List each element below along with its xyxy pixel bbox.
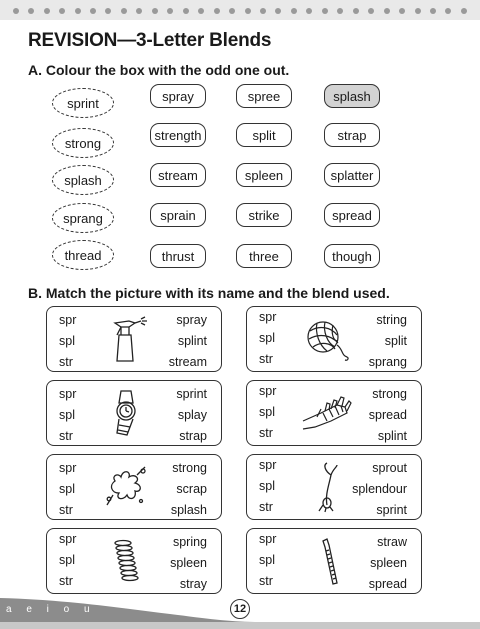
word-option[interactable]: spread (368, 408, 407, 422)
word-option[interactable]: splash (170, 503, 207, 517)
section-b-instruction: B. Match the picture with its name and the blend used. (28, 285, 390, 301)
option-box[interactable]: spread (324, 203, 380, 227)
match-box (46, 380, 222, 446)
coil-spring-icon (101, 535, 153, 587)
word-option[interactable]: sprang (368, 355, 407, 369)
cloud-word: thread (52, 240, 114, 270)
drinking-straw-icon (301, 535, 353, 587)
word-option[interactable]: strong (372, 387, 407, 401)
blend-option[interactable]: str (59, 429, 73, 443)
page-title: REVISION—3-Letter Blends (28, 30, 272, 51)
option-box[interactable]: though (324, 244, 380, 268)
option-box[interactable]: split (236, 123, 292, 147)
word-option[interactable]: spread (368, 577, 407, 591)
word-option[interactable]: stream (168, 355, 207, 369)
match-box (46, 528, 222, 594)
option-box[interactable]: splatter (324, 163, 380, 187)
option-box-coloured[interactable]: splash (324, 84, 380, 108)
word-option[interactable]: sprint (176, 387, 207, 401)
word-option[interactable]: spleen (170, 556, 207, 570)
blend-option[interactable]: spl (259, 553, 275, 567)
match-box (246, 528, 422, 594)
match-box (246, 454, 422, 520)
blend-option[interactable]: spr (259, 310, 277, 324)
blend-option[interactable]: str (259, 426, 273, 440)
blend-option[interactable]: str (259, 574, 273, 588)
blend-option[interactable]: str (59, 355, 73, 369)
option-box[interactable]: strap (324, 123, 380, 147)
cloud-word: sprang (52, 203, 114, 233)
ink-splash-icon (101, 461, 153, 513)
word-option[interactable]: spring (172, 535, 207, 549)
blend-option[interactable]: spr (259, 458, 277, 472)
blend-option[interactable]: str (59, 503, 73, 517)
blend-option[interactable]: spl (59, 334, 75, 348)
ball-of-string-icon (301, 313, 353, 365)
blend-option[interactable]: str (259, 352, 273, 366)
match-box (246, 380, 422, 446)
word-option[interactable]: splint (377, 429, 407, 443)
blend-option[interactable]: spr (259, 532, 277, 546)
blend-option[interactable]: str (259, 500, 273, 514)
word-option[interactable]: split (384, 334, 407, 348)
match-box (46, 454, 222, 520)
blend-option[interactable]: spl (59, 408, 75, 422)
match-box (246, 306, 422, 372)
word-option[interactable]: spleen (370, 556, 407, 570)
word-option[interactable]: string (376, 313, 407, 327)
section-a-instruction: A. Colour the box with the odd one out. (28, 62, 290, 78)
option-box[interactable]: sprain (150, 203, 206, 227)
word-option[interactable]: sprout (372, 461, 407, 475)
blend-option[interactable]: spr (59, 387, 77, 401)
spray-bottle-icon (101, 313, 153, 365)
word-option[interactable]: splendour (352, 482, 407, 496)
blend-option[interactable]: spl (59, 482, 75, 496)
word-option[interactable]: scrap (176, 482, 207, 496)
footer-vowels: a e i o u (6, 604, 96, 615)
blend-option[interactable]: spr (259, 384, 277, 398)
word-option[interactable]: splay (177, 408, 207, 422)
word-option[interactable]: straw (377, 535, 407, 549)
word-option[interactable]: stray (179, 577, 207, 591)
cloud-word: strong (52, 128, 114, 158)
cloud-word: sprint (52, 88, 114, 118)
wrist-watch-icon (101, 387, 153, 439)
blend-option[interactable]: spl (259, 405, 275, 419)
word-option[interactable]: sprint (376, 503, 407, 517)
word-option[interactable]: strong (172, 461, 207, 475)
blend-option[interactable]: spr (59, 532, 77, 546)
blend-option[interactable]: spl (259, 331, 275, 345)
sprout-icon (301, 461, 353, 513)
match-box (46, 306, 222, 372)
option-box[interactable]: three (236, 244, 292, 268)
word-option[interactable]: splint (177, 334, 207, 348)
option-box[interactable]: spree (236, 84, 292, 108)
word-option[interactable]: strap (179, 429, 207, 443)
option-box[interactable]: strike (236, 203, 292, 227)
cloud-word: splash (52, 165, 114, 195)
option-box[interactable]: spray (150, 84, 206, 108)
page-number: 12 (230, 599, 250, 619)
blend-option[interactable]: spr (59, 313, 77, 327)
option-box[interactable]: spleen (236, 163, 292, 187)
option-box[interactable]: stream (150, 163, 206, 187)
bandaged-hand-icon (301, 387, 353, 439)
blend-option[interactable]: str (59, 574, 73, 588)
option-box[interactable]: strength (150, 123, 206, 147)
blend-option[interactable]: spl (59, 553, 75, 567)
binding-holes (0, 8, 480, 14)
word-option[interactable]: spray (176, 313, 207, 327)
blend-option[interactable]: spr (59, 461, 77, 475)
blend-option[interactable]: spl (259, 479, 275, 493)
option-box[interactable]: thrust (150, 244, 206, 268)
